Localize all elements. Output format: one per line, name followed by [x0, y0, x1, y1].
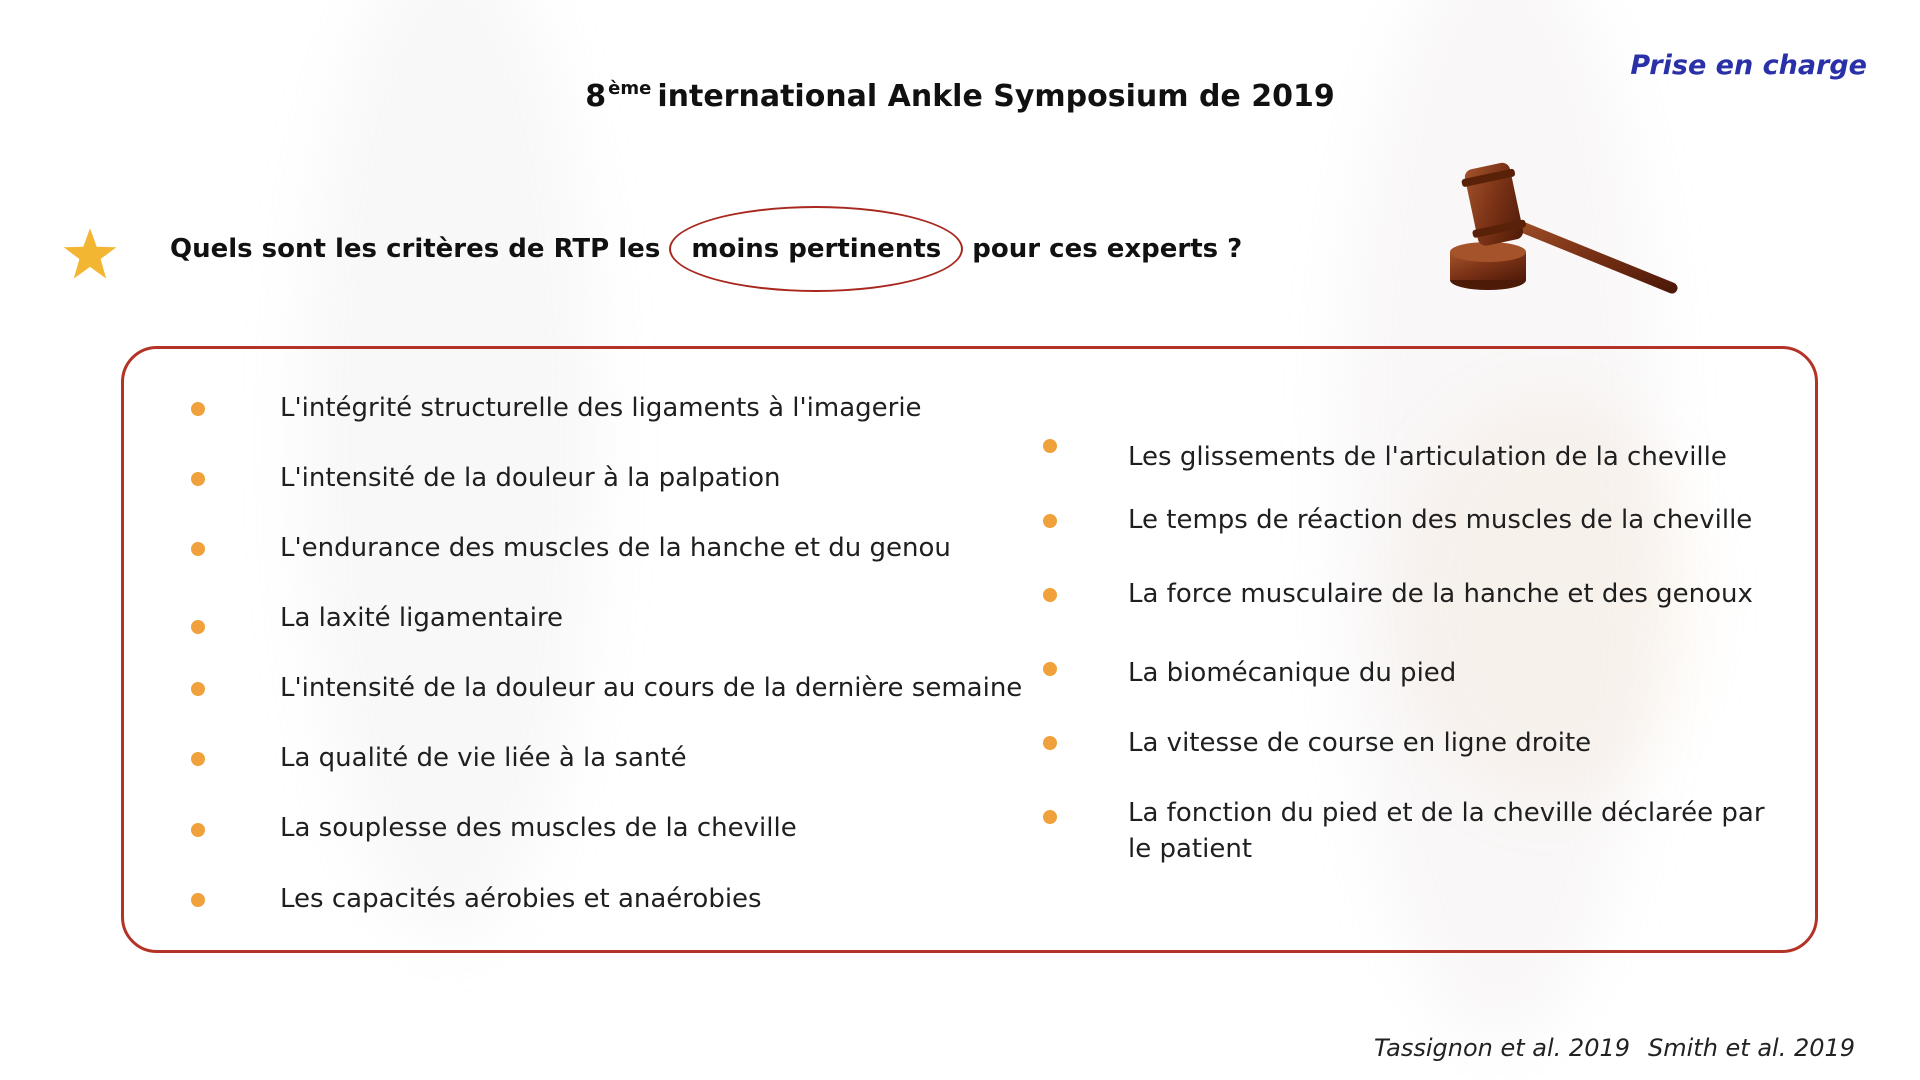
criteria-right-item: La fonction du pied et de la cheville déclarée par le patient — [1128, 798, 1765, 864]
bullet-icon — [191, 542, 205, 556]
title-number: 8 — [585, 79, 607, 114]
bullet-icon — [1043, 514, 1057, 528]
title-text: international Ankle Symposium de 2019 — [657, 79, 1335, 114]
criteria-left-item: L'intégrité structurelle des ligaments à l'imagerie — [280, 393, 922, 423]
criteria-left-item: La laxité ligamentaire — [280, 603, 564, 633]
question-text — [170, 234, 1242, 264]
gavel-icon — [1440, 160, 1680, 300]
bullet-icon — [1043, 439, 1057, 453]
bullet-icon — [191, 620, 205, 634]
question-highlight: moins pertinents — [673, 234, 959, 264]
criteria-right-item: Les glissements de l'articulation de la cheville — [1128, 442, 1727, 472]
citation: Tassignon et al. 2019 — [1374, 1034, 1631, 1062]
bullet-icon — [1043, 588, 1057, 602]
criteria-right-item: Le temps de réaction des muscles de la cheville — [1128, 505, 1753, 535]
bullet-icon — [191, 472, 205, 486]
question-after: pour ces experts ? — [972, 234, 1243, 264]
criteria-right-item: La vitesse de course en ligne droite — [1128, 728, 1592, 758]
criteria-left-item: Les capacités aérobies et anaérobies — [280, 884, 762, 914]
criteria-right-item: La biomécanique du pied — [1128, 658, 1457, 688]
criteria-left-item: L'intensité de la douleur au cours de la dernière semaine — [280, 673, 1023, 703]
criteria-left-item: L'endurance des muscles de la hanche et du genou — [280, 533, 951, 563]
criteria-left-item: La qualité de vie liée à la santé — [280, 743, 687, 773]
slide-title — [0, 78, 1920, 114]
criteria-left-item: L'intensité de la douleur à la palpation — [280, 463, 781, 493]
bullet-icon — [1043, 736, 1057, 750]
section-tag: Prise en charge — [1630, 50, 1867, 81]
title-superscript: ème — [608, 78, 652, 99]
criteria-right-item: La force musculaire de la hanche et des genoux — [1128, 579, 1753, 609]
bullet-icon — [1043, 662, 1057, 676]
citation: Smith et al. 2019 — [1648, 1034, 1856, 1062]
question-before: Quels sont les critères de RTP les — [170, 234, 661, 264]
bullet-icon — [191, 402, 205, 416]
bullet-icon — [1043, 810, 1057, 824]
bullet-icon — [191, 823, 205, 837]
criteria-left-item: La souplesse des muscles de la cheville — [280, 813, 797, 843]
bullet-icon — [191, 752, 205, 766]
star-icon — [62, 226, 118, 282]
bullet-icon — [191, 682, 205, 696]
bullet-icon — [191, 893, 205, 907]
